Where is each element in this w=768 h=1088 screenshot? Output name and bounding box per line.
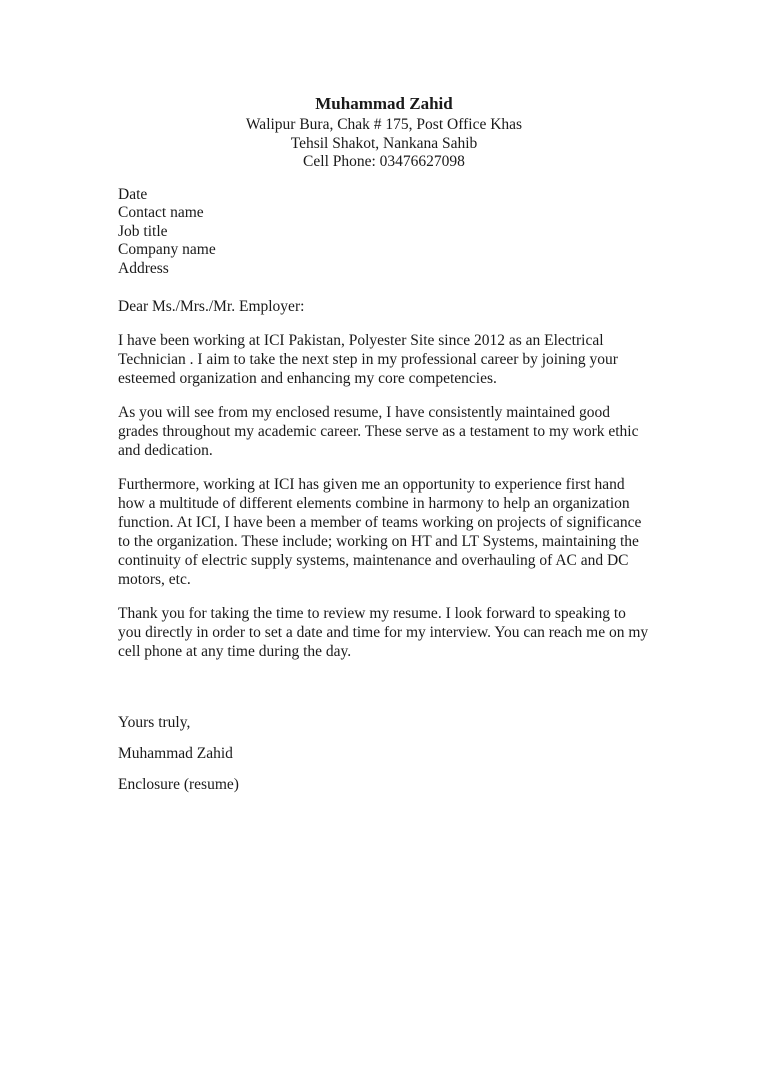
body-paragraph-4: Thank you for taking the time to review my resume. I look forward to speaking to you directly in order to set a date and time for my interview. You can reach me on my cell phone at any time during the day. — [118, 605, 649, 661]
recipient-job-title-line: Job title — [118, 222, 168, 240]
sender-phone: Cell Phone: 03476627098 — [303, 153, 465, 170]
signature-name: Muhammad Zahid — [118, 745, 233, 763]
sender-address-line-1: Walipur Bura, Chak # 175, Post Office Khas — [245, 116, 523, 133]
sender-address-line-2: Tehsil Shakot, Nankana Sahib — [290, 134, 478, 152]
letter-header — [118, 93, 650, 172]
recipient-company-name-line: Company name — [118, 241, 216, 259]
body-paragraph-3: Furthermore, working at ICI has given me an opportunity to experience first hand how a multitude of different elements combine in harmony to help an organization function. At ICI, I have been a member of teams working on projects of significance to the organization. These include; working on HT and LT Systems, maintaining the continuity of electric supply systems, maintenance and overhauling of AC and DC motors, etc. — [118, 476, 642, 589]
recipient-contact-name-line: Contact name — [118, 204, 204, 222]
enclosure-note: Enclosure (resume) — [118, 776, 239, 794]
body-paragraph-2: As you will see from my enclosed resume, I have consistently maintained good grades throughout my academic career. These serve as a testament to my work ethic and dedication. — [118, 404, 639, 460]
salutation: Dear Ms./Mrs./Mr. Employer: — [118, 298, 305, 316]
closing-block — [118, 713, 650, 794]
valediction: Yours truly, — [118, 714, 191, 732]
sender-name: Muhammad Zahid — [315, 94, 453, 113]
recipient-date-line: Date — [118, 185, 148, 203]
body-paragraph-1: I have been working at ICI Pakistan, Polyester Site since 2012 as an Electrical Technician . I aim to take the next step in my professional career by joining your esteemed organization and enhancing my core competencies. — [118, 332, 618, 388]
recipient-block — [118, 186, 650, 279]
recipient-address-line: Address — [118, 259, 169, 277]
